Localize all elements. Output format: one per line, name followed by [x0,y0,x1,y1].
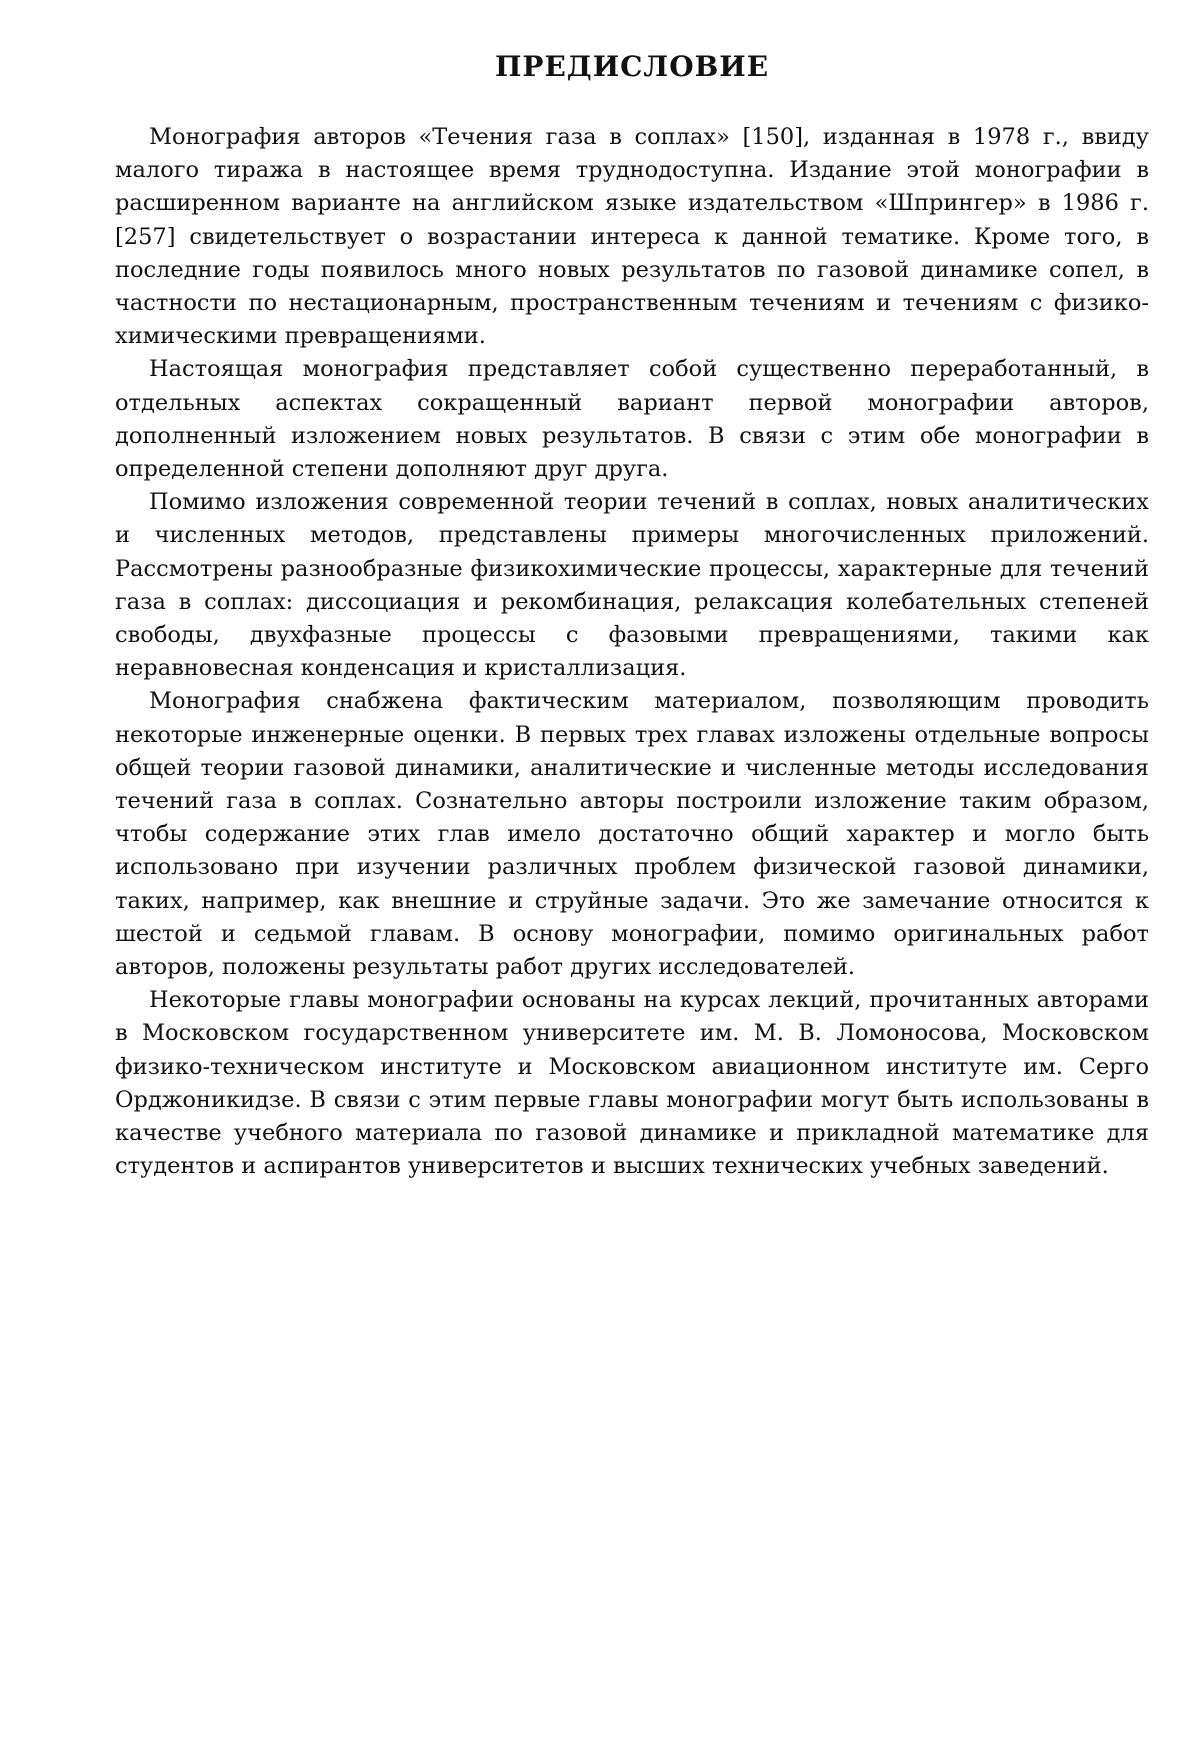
paragraph: Некоторые главы монографии основаны на курсах лекций, прочитанных авторами в Московском государственном университете им. М. В. Ломоносова, Московском физико-техническом институте и Московском авиационном институте им. Серго Орджоникидзе. В связи с этим первые главы монографии могут быть использованы в качестве учебного материала по газовой динамике и прикладной математике для студентов и аспирантов университетов и высших технических учебных заведений. [115,987,1149,1180]
paragraph: Монография авторов «Течения газа в соплах» [150], изданная в 1978 г., ввиду малого тиража в настоящее время труднодоступна. Издание этой монографии в расширенном варианте на английском языке издательством «Шпрингер» в 1986 г. [257] свидетельствует о возрастании интереса к данной тематике. Кроме того, в последние годы появилось много новых результатов по газовой динамике сопел, в частности по нестационарным, пространственным течениям и течениям с физико-химическими превращениями. [115,124,1149,350]
paragraph: Настоящая монография представляет собой существенно переработанный, в отдельных аспектах сокращенный вариант первой монографии авторов, дополненный изложением новых результатов. В связи с этим обе монографии в определенной степени дополняют друг друга. [115,356,1149,483]
page-title: ПРЕДИСЛОВИЕ [494,50,770,83]
document-page [115,40,1149,1184]
paragraph: Монография снабжена фактическим материалом, позволяющим проводить некоторые инженерные оценки. В первых трех главах изложены отдельные вопросы общей теории газовой динамики, аналитические и численные методы исследования течений газа в соплах. Сознательно авторы построили изложение таким образом, чтобы содержание этих глав имело достаточно общий характер и могло быть использовано при изучении различных проблем физической газовой динамики, таких, например, как внешние и струйные задачи. Это же замечание относится к шестой и седьмой главам. В основу монографии, помимо оригинальных работ авторов, положены результаты работ других исследователей. [115,688,1149,981]
paragraph: Помимо изложения современной теории течений в соплах, новых аналитических и численных методов, представлены примеры многочисленных приложений. Рассмотрены разнообразные физикохимические процессы, характерные для течений газа в соплах: диссоциация и рекомбинация, релаксация колебательных степеней свободы, двухфазные процессы с фазовыми превращениями, такими как неравновесная конденсация и кристаллизация. [115,489,1149,682]
